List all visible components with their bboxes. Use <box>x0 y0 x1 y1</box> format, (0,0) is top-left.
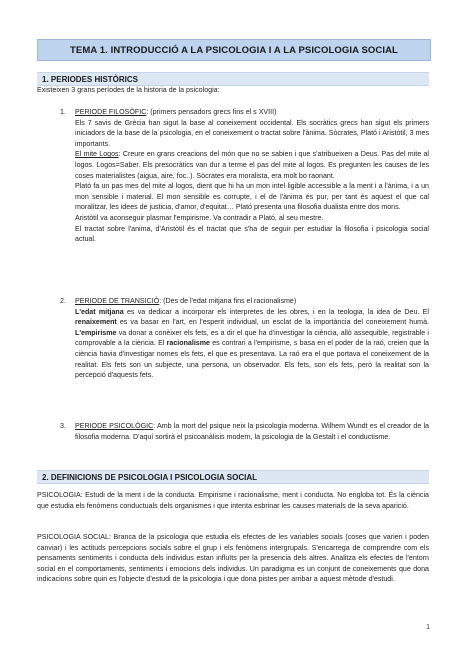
paragraph-transicio <box>75 307 429 381</box>
keyword-edat-mitjana: L'edat mitjana <box>75 307 124 316</box>
list-number-1: 1. <box>60 108 66 116</box>
list-number-2: 2. <box>60 297 66 305</box>
document-title: TEMA 1. INTRODUCCIÓ A LA PSICOLOGIA I A LA PSICOLOGIA SOCIAL <box>37 39 431 61</box>
list-item-periode-transicio <box>75 296 429 381</box>
paragraph-savis: Els 7 savis de Grècia han sigut la base al coneixement occidental. Els socràtics grecs han sigut els primers iniciadors de la base de la psicologia, en el coneixement o tractat sobre l'ànima. Sòcrates, Plató i Aristòtil, 3 mes importants. <box>75 118 429 148</box>
periode-filosofic-subtitle: : (primers pensadors grecs fins el s XVIII) <box>146 108 277 116</box>
paragraph-plato: Plató fa un pas mes del mite al logos, dient que hi ha un mon intel·ligible accessible a la ment i a l'ànima, i a un mon sensible i material. El mon sensible es corrupte, i el de l'ànima és pur, per tant és aquest el que cal moralitzar, les idees de justicia, d'amor, d'equitat… Plató presenta una filosofia dualista entre dos mons. <box>75 182 429 212</box>
psicologia-social-text: Branca de la psicologia que estudia els efectes de les variables socials (coses que varien i poden canviar) i les actituds percepcions socials sobre el grup i els fenòmens intergrupals. S'encarrega de comprendre com els pensaments sentiments i conducta dels individus estan influïts per la presencia dels altres. Analitza els efectes de l'entorn social en el comportaments, sentiments i emocions dels individus. Un paradigma es un conjunt de coneixements que dona indicacions sobre quin es l'objecte d'estudi de la psicologia i que dona pistes per arribar a aquest mètode d'estudi. <box>37 533 429 584</box>
psicologia-text: Estudi de la ment i de la conducta. Empirisme i racionalisme, ment i conducta. No engloba tot. És la ciència que estudia els fenòmens conductuals dels organismes i que intenta esbrinar les causes materials de la seva aparició. <box>37 491 429 510</box>
paragraph-psicologic: : Amb la mort del psique neix la psicologia moderna. Wilhem Wundt es el creador de la filosofia moderna. D'aquí sortirà el psicoanàlisis modern, la psicologia de la Gestalt i el conductisme. <box>75 422 429 441</box>
paragraph-tractat: El tractat sobre l'anima, d'Aristòtil és el tractat que s'ha de seguir per estudiar la filosofia i psicologia social actual. <box>75 224 429 244</box>
mite-logos-label: El mite Logos <box>75 150 119 159</box>
list-item-periode-psicologic <box>75 421 429 442</box>
page-number: 1 <box>426 624 430 631</box>
keyword-renaixement: renaixement <box>75 318 117 327</box>
text-empirisme: va donar a conèixer els fets, es a dir el que ha d'investigar la ciència, allò assequible, registrable i comprovable a la ciència. El <box>75 328 429 348</box>
periode-filosofic-label: PERIODE FILOSÒFIC <box>75 108 147 116</box>
definition-psicologia-social <box>37 532 429 585</box>
psicologia-social-label: PSICOLOGIA SOCIAL: <box>37 533 111 541</box>
intro-text: Existeixen 3 grans períodes de la historia de la psicologia: <box>37 86 220 94</box>
keyword-racionalisme: racionalisme <box>166 339 210 348</box>
definition-psicologia <box>37 490 429 511</box>
paragraph-mite-logos: : Creure en grans creacions del món que no se sabien i que s'atribueixen a Deus. Pas del mite al logos. Logos=Saber. Els presocràtics van dur a terme el pas del mite al logos. Es pregunten les causes de les coses materialistes (aigua, aire, foc..). Sòcrates era moralista, era molt bo raonant. <box>75 150 429 180</box>
list-item-periode-filosofic <box>75 107 429 245</box>
periode-psicologic-label: PERIODE PSICOLÒGIC <box>75 422 154 430</box>
list-number-3: 3. <box>60 422 66 430</box>
periode-transicio-label: PERIODE DE TRANSICIÓ <box>75 297 160 305</box>
text-racionalisme: es contrari a l'empirisme, s basa en el poder de la raó, creien que la ciència havia d'investigar nomes els fets, el que es presentava. La raó era el que portava el coneixement de la realitat. Els fets son un subjecte, una persona, un observador. Els fets, son els fets, però la realitat son la percepció d'aquests fets. <box>75 339 429 380</box>
periode-transicio-subtitle: : (Des de l'edat mitjana fins el racionalisme) <box>159 297 297 305</box>
section-heading-periodes: 1. PERIODES HISTÒRICS <box>37 72 429 86</box>
text-edat-mitjana: es va dedicar a incorporar els interpretes de les obres, i en la teologia, la idea de Deu. El <box>123 307 429 316</box>
paragraph-aristotil: Aristòtil va aconseguir plasmar l'empirisme. Va contradir a Plató, al seu mestre. <box>75 213 324 222</box>
psicologia-label: PSICOLOGIA: <box>37 491 83 499</box>
keyword-empirisme: L'empirisme <box>75 328 117 337</box>
text-renaixement: es va basar en l'art, en l'esperit individual, un esclat de la importància del coneixement humà. <box>116 318 429 327</box>
section-heading-definicions: 2. DEFINICIONS DE PSICOLOGIA I PSICOLOGIA SOCIAL <box>37 470 429 484</box>
